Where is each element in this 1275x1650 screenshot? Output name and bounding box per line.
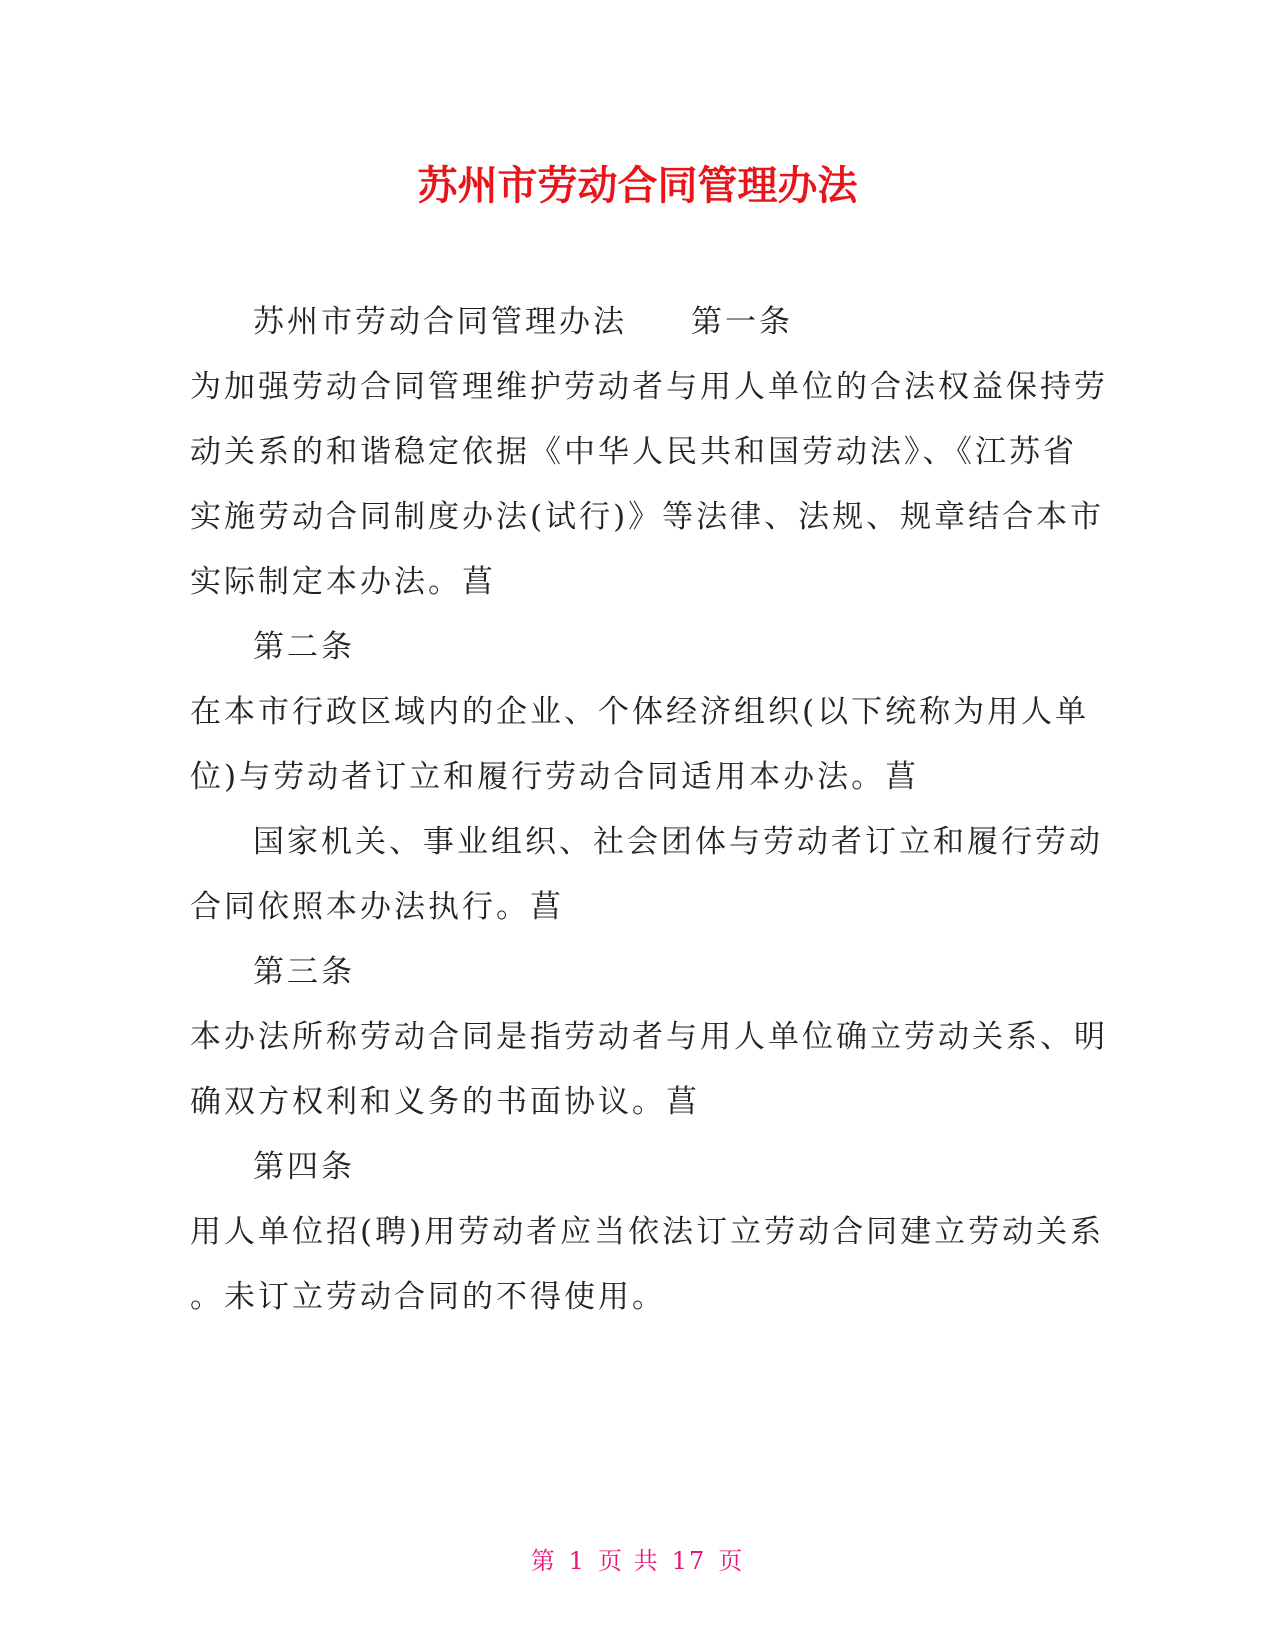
page-number: 1 bbox=[568, 1547, 587, 1575]
article-heading: 第四条 bbox=[253, 1149, 355, 1185]
text-line: 。未订立劳动合同的不得使用。 bbox=[190, 1279, 666, 1315]
footer-prefix: 第 bbox=[530, 1547, 557, 1575]
page-title: 苏州市劳动合同管理办法 bbox=[417, 163, 858, 209]
footer-middle: 页 共 bbox=[598, 1547, 660, 1575]
page-total: 17 bbox=[671, 1547, 707, 1575]
text-line: 用人单位招(聘)用劳动者应当依法订立劳动合同建立劳动关系 bbox=[190, 1214, 1105, 1250]
text-line: 在本市行政区域内的企业、个体经济组织(以下统称为用人单 bbox=[190, 694, 1090, 730]
text-line: 合同依照本办法执行。菖 bbox=[190, 889, 564, 925]
text-line: 实施劳动合同制度办法(试行)》等法律、法规、规章结合本市 bbox=[190, 499, 1105, 535]
text-line: 确双方权利和义务的书面协议。菖 bbox=[190, 1084, 700, 1120]
document-body bbox=[190, 290, 1108, 1330]
page-footer bbox=[0, 1546, 1275, 1576]
text-line: 国家机关、事业组织、社会团体与劳动者订立和履行劳动 bbox=[253, 824, 1103, 860]
text-line bbox=[190, 290, 1090, 355]
article-heading: 第二条 bbox=[253, 629, 355, 665]
text-line: 实际制定本办法。菖 bbox=[190, 564, 496, 600]
article-heading: 第三条 bbox=[253, 954, 355, 990]
inline-heading: 苏州市劳动合同管理办法 bbox=[253, 304, 627, 340]
text-line: 动关系的和谐稳定依据《中华人民共和国劳动法》、《江苏省 bbox=[190, 434, 1077, 470]
text-line: 本办法所称劳动合同是指劳动者与用人单位确立劳动关系、明 bbox=[190, 1019, 1108, 1055]
text-line: 位)与劳动者订立和履行劳动合同适用本办法。菖 bbox=[190, 759, 920, 795]
footer-suffix: 页 bbox=[718, 1547, 745, 1575]
text-line: 为加强劳动合同管理维护劳动者与用人单位的合法权益保持劳 bbox=[190, 369, 1108, 405]
article-heading: 第一条 bbox=[691, 304, 793, 340]
